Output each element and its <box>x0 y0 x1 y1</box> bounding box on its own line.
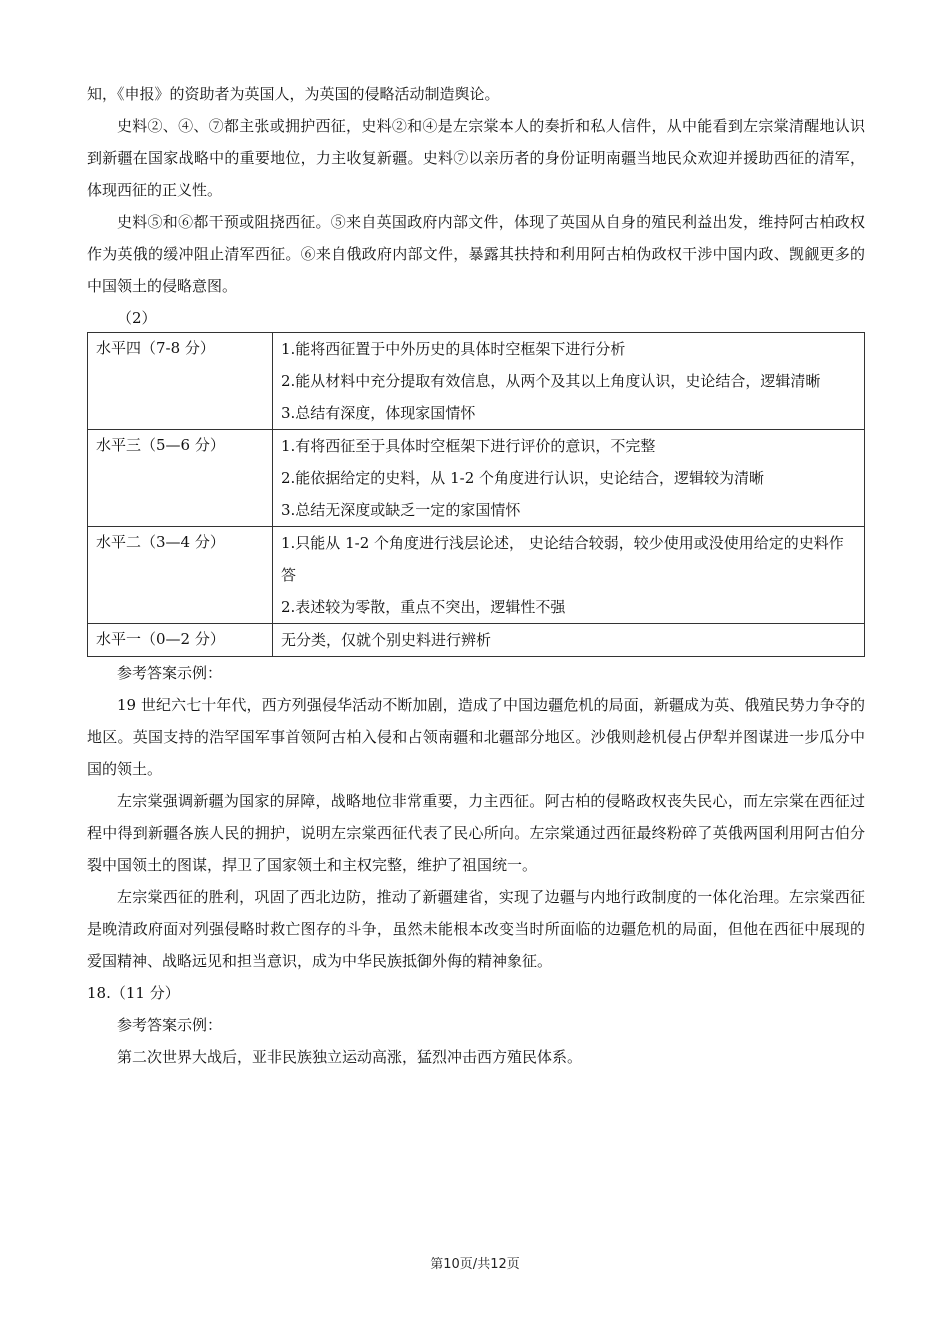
document-content <box>87 78 865 1073</box>
rubric-level: 水平一（0—2 分） <box>88 624 273 657</box>
answer-paragraph-3: 左宗棠西征的胜利，巩固了西北边防，推动了新疆建省，实现了边疆与内地行政制度的一体化治理。左宗棠西征是晚清政府面对列强侵略时救亡图存的斗争，虽然未能根本改变当时所面临的边疆危机的局面，但他在西征中展现的爱国精神、战略远见和担当意识，成为中华民族抵御外侮的精神象征。 <box>87 888 865 970</box>
criterion: 1.能将西征置于中外历史的具体时空框架下进行分析 <box>281 340 626 358</box>
answer-heading: 参考答案示例： <box>117 664 223 682</box>
criterion: 2.表述较为零散，重点不突出，逻辑性不强 <box>281 598 566 616</box>
page-number-footer: 第10页/共12页 <box>430 1257 520 1272</box>
rubric-row-level-1 <box>88 624 865 657</box>
criterion: 1.有将西征至于具体时空框架下进行评价的意识，不完整 <box>281 437 656 455</box>
intro-paragraph-2: 史料②、④、⑦都主张或拥护西征，史料②和④是左宗棠本人的奏折和私人信件，从中能看到左宗棠清醒地认识到新疆在国家战略中的重要地位，力主收复新疆。史料⑦以亲历者的身份证明南疆当地民众欢迎并援助西征的清军，体现西征的正义性。 <box>87 117 865 199</box>
question-18-paragraph: 第二次世界大战后，亚非民族独立运动高涨，猛烈冲击西方殖民体系。 <box>117 1048 583 1066</box>
criterion: 3.总结无深度或缺乏一定的家国情怀 <box>281 501 521 519</box>
rubric-criteria <box>273 624 865 657</box>
intro-paragraph-1: 知，《申报》的资助者为英国人，为英国的侵略活动制造舆论。 <box>87 85 500 103</box>
rubric-criteria <box>273 527 865 624</box>
answer-paragraph-2: 左宗棠强调新疆为国家的屏障，战略地位非常重要，力主西征。阿古柏的侵略政权丧失民心，而左宗棠在西征过程中得到新疆各族人民的拥护，说明左宗棠西征代表了民心所向。左宗棠通过西征最终粉碎了英俄两国利用阿古伯分裂中国领土的图谋，捍卫了国家领土和主权完整，维护了祖国统一。 <box>87 792 865 874</box>
criterion: 3.总结有深度，体现家国情怀 <box>281 404 476 422</box>
rubric-level: 水平二（3—4 分） <box>88 527 273 624</box>
answer-paragraph-1: 19 世纪六七十年代，西方列强侵华活动不断加剧，造成了中国边疆危机的局面，新疆成为英、俄殖民势力争夺的地区。英国支持的浩罕国军事首领阿古柏入侵和占领南疆和北疆部分地区。沙俄则趁机侵占伊犁并图谋进一步瓜分中国的领土。 <box>87 696 865 778</box>
rubric-row-level-3 <box>88 430 865 527</box>
intro-paragraph-3: 史料⑤和⑥都干预或阻挠西征。⑤来自英国政府内部文件，体现了英国从自身的殖民利益出发，维持阿古柏政权作为英俄的缓冲阻止清军西征。⑥来自俄政府内部文件，暴露其扶持和利用阿古柏伪政权干涉中国内政、觊觎更多的中国领土的侵略意图。 <box>87 213 865 295</box>
rubric-level: 水平四（7-8 分） <box>88 333 273 430</box>
criterion: 无分类，仅就个别史料进行辨析 <box>281 631 492 649</box>
rubric-level: 水平三（5—6 分） <box>88 430 273 527</box>
question-18-heading: 18.（11 分） <box>87 984 180 1002</box>
rubric-criteria <box>273 430 865 527</box>
sub-question-label: （2） <box>117 309 157 327</box>
scoring-rubric-table <box>87 332 865 657</box>
rubric-row-level-2 <box>88 527 865 624</box>
rubric-criteria <box>273 333 865 430</box>
rubric-row-level-4 <box>88 333 865 430</box>
criterion: 2.能从材料中充分提取有效信息，从两个及其以上角度认识，史论结合，逻辑清晰 <box>281 372 821 390</box>
criterion: 1.只能从 1-2 个角度进行浅层论述， 史论结合较弱，较少使用或没使用给定的史料作答 <box>281 534 844 584</box>
criterion: 2.能依据给定的史料，从 1-2 个角度进行认识，史论结合，逻辑较为清晰 <box>281 469 765 487</box>
question-18-answer-heading: 参考答案示例： <box>117 1016 223 1034</box>
